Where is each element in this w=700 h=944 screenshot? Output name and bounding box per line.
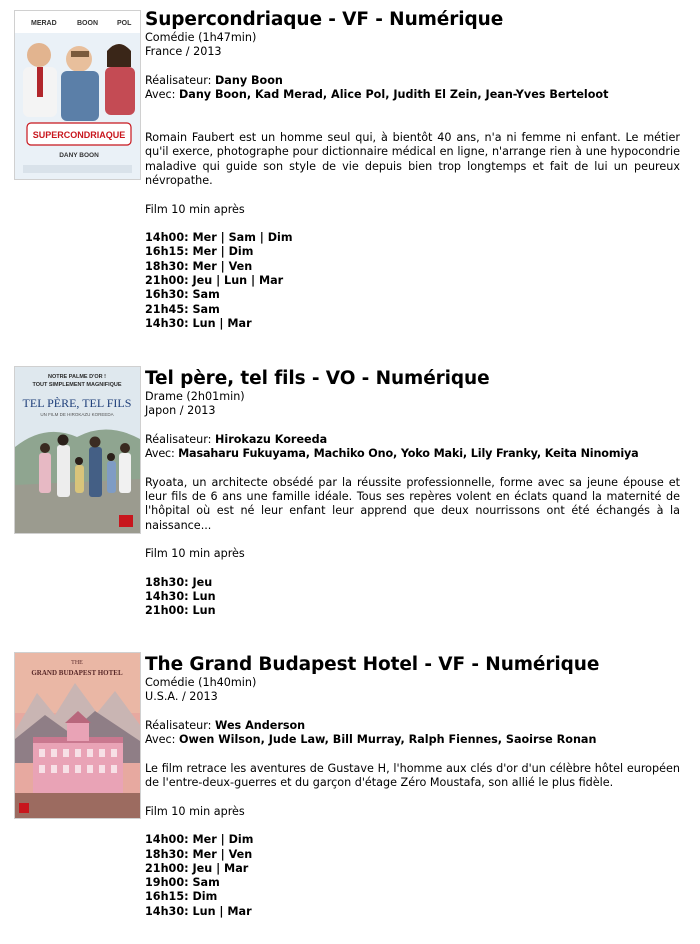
movie-genre-duration: Comédie (1h40min)	[145, 676, 257, 689]
director-name: Wes Anderson	[215, 718, 306, 732]
movie-country-year: Japon / 2013	[145, 404, 216, 418]
showtime-line: 14h30: Lun | Mar	[145, 904, 252, 918]
movie-country-year: U.S.A. / 2013	[145, 690, 218, 704]
poster-grand-budapest-hotel-image	[15, 653, 140, 818]
movie-genre-duration: Drame (2h01min)	[145, 390, 245, 403]
movie-director	[145, 719, 680, 733]
director-label: Réalisateur:	[145, 73, 212, 87]
movie-synopsis: Ryoata, un architecte obsédé par la réussite professionnelle, forme avec sa jeune épouse et leur fils de 6 ans une famille idéale. Tous ses repères volent en éclats quand la maternité de l'hôpital où est né leur enfant leur apprend que deux nourrissons ont été échangés à la naissance...	[145, 475, 680, 532]
movie-poster[interactable]	[14, 652, 141, 819]
svg-text:DANY BOON: DANY BOON	[59, 152, 99, 159]
showtime-line: 18h30: Mer | Ven	[145, 259, 253, 273]
movie-cast	[145, 733, 680, 747]
poster-tel-pere-tel-fils-image	[15, 367, 140, 533]
movie-info	[145, 368, 680, 619]
showtime-line: 14h30: Lun | Mar	[145, 316, 252, 330]
movie-note: Film 10 min après	[145, 547, 245, 561]
svg-text:BOON: BOON	[77, 20, 98, 27]
movie-note: Film 10 min après	[145, 202, 245, 216]
svg-text:POL: POL	[117, 20, 132, 27]
cast-label: Avec:	[145, 88, 176, 102]
movie-genre-duration: Comédie (1h47min)	[145, 31, 257, 44]
director-name: Dany Boon	[215, 73, 283, 87]
movie-director	[145, 74, 680, 88]
showtime-line: 14h30: Lun	[145, 590, 216, 604]
movie-synopsis: Le film retrace les aventures de Gustave H, l'homme aux clés d'or d'un célèbre hôtel européen de l'entre-deux-guerres et du garçon d'étage Zéro Moustafa, son allié le plus fidèle.	[145, 761, 680, 790]
showtime-line: 19h00: Sam	[145, 876, 220, 890]
svg-text:THE: THE	[71, 660, 83, 666]
showtime-line: 18h30: Jeu	[145, 575, 213, 589]
showtime-line: 16h15: Mer | Dim	[145, 245, 254, 259]
svg-text:GRAND BUDAPEST HOTEL: GRAND BUDAPEST HOTEL	[31, 669, 123, 677]
movie-note: Film 10 min après	[145, 804, 245, 818]
showtime-line: 14h00: Mer | Sam | Dim	[145, 231, 293, 245]
showtime-line: 16h15: Dim	[145, 890, 218, 904]
director-label: Réalisateur:	[145, 718, 212, 732]
movie-info	[145, 9, 680, 331]
showtime-line: 21h00: Jeu | Mar	[145, 861, 249, 875]
svg-text:UN FILM DE HIROKAZU KOREEDA: UN FILM DE HIROKAZU KOREEDA	[40, 412, 114, 417]
showtime-line: 21h00: Jeu | Lun | Mar	[145, 274, 284, 288]
showtime-line: 16h30: Sam	[145, 288, 220, 302]
cast-names: Masaharu Fukuyama, Machiko Ono, Yoko Maki, Lily Franky, Keita Ninomiya	[178, 447, 639, 461]
svg-text:TEL PÈRE, TEL FILS: TEL PÈRE, TEL FILS	[22, 396, 132, 410]
cast-label: Avec:	[145, 733, 176, 747]
movie-title[interactable]: Supercondriaque - VF - Numérique	[145, 9, 504, 30]
showtime-line: 18h30: Mer | Ven	[145, 847, 253, 861]
svg-text:MERAD: MERAD	[31, 20, 57, 27]
cast-names: Dany Boon, Kad Merad, Alice Pol, Judith El Zein, Jean-Yves Berteloot	[178, 88, 609, 102]
movie-title[interactable]: The Grand Budapest Hotel - VF - Numérique	[145, 654, 600, 675]
movie-country-year: France / 2013	[145, 45, 222, 59]
poster-supercondriaque-image	[15, 11, 140, 179]
director-name: Hirokazu Koreeda	[215, 432, 328, 446]
movie-poster[interactable]	[14, 10, 141, 180]
movie-info	[145, 654, 680, 919]
svg-text:TOUT SIMPLEMENT MAGNIFIQUE: TOUT SIMPLEMENT MAGNIFIQUE	[32, 382, 122, 388]
svg-text:NOTRE PALME D'OR !: NOTRE PALME D'OR !	[47, 374, 107, 380]
movie-poster[interactable]	[14, 366, 141, 534]
showtime-line: 14h00: Mer | Dim	[145, 833, 254, 847]
movie-director	[145, 433, 680, 447]
cast-label: Avec:	[145, 447, 175, 461]
svg-text:SUPERCONDRIAQUE: SUPERCONDRIAQUE	[32, 130, 126, 140]
movie-cast	[145, 447, 680, 461]
director-label: Réalisateur:	[145, 432, 212, 446]
movie-synopsis: Romain Faubert est un homme seul qui, à bientôt 40 ans, n'a ni femme ni enfant. Le métier qu'il exerce, photographe pour dictionnaire médical en ligne, n'arrange rien à une hypocondrie maladive qui guide son style de vie depuis bien trop longtemps et fait de lui un peureux névropathe.	[145, 131, 680, 187]
movie-cast	[145, 88, 680, 102]
showtime-line: 21h00: Lun	[145, 604, 216, 618]
movie-title[interactable]: Tel père, tel fils - VO - Numérique	[145, 368, 490, 389]
cast-names: Owen Wilson, Jude Law, Bill Murray, Ralph Fiennes, Saoirse Ronan	[178, 733, 597, 747]
showtime-line: 21h45: Sam	[145, 302, 220, 316]
